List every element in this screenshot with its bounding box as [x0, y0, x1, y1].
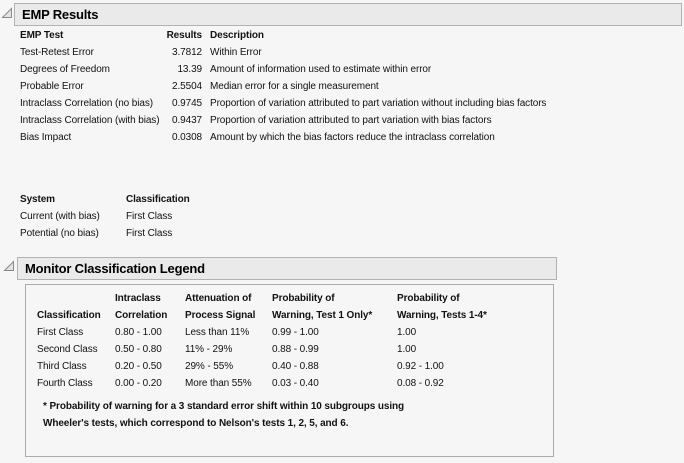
emp-test-result: 13.39 — [177, 64, 202, 75]
probability-tests14-column-header: Probability of Warning, Tests 1-4* — [397, 293, 487, 321]
attenuation-cell: More than 55% — [185, 378, 252, 389]
emp-test-result: 2.5504 — [172, 81, 202, 92]
emp-test-description: Proportion of variation attributed to part variation without including bias factors — [210, 98, 547, 109]
probability-tests14-cell: 1.00 — [397, 344, 417, 355]
emp-test-description: Amount by which the bias factors reduce the intraclass correlation — [210, 132, 495, 143]
emp-test-table — [20, 27, 546, 146]
probability-tests14-cell: 0.08 - 0.92 — [397, 378, 444, 389]
system-classification: First Class — [126, 228, 173, 239]
disclosure-triangle-icon[interactable] — [3, 260, 15, 272]
emp-test-description: Within Error — [210, 47, 262, 58]
classification-column-header: Classification — [126, 194, 190, 205]
system-name: Potential (no bias) — [20, 228, 99, 239]
probability-test1-column-header: Probability of Warning, Test 1 Only* — [272, 293, 373, 321]
probability-test1-cell: 0.88 - 0.99 — [272, 344, 319, 355]
table-row — [20, 208, 190, 225]
probability-tests14-cell: 1.00 — [397, 327, 417, 338]
emp-test-result: 3.7812 — [172, 47, 202, 58]
monitor-legend-title: Monitor Classification Legend — [25, 261, 205, 276]
emp-test-description: Proportion of variation attributed to part variation with bias factors — [210, 115, 492, 126]
table-row — [37, 341, 487, 358]
emp-test-result: 0.0308 — [172, 132, 202, 143]
classification-cell: Fourth Class — [37, 378, 93, 389]
attenuation-cell: 29% - 55% — [185, 361, 234, 372]
probability-test1-cell: 0.03 - 0.40 — [272, 378, 319, 389]
emp-test-description: Amount of information used to estimate within error — [210, 64, 432, 75]
classification-cell: First Class — [37, 327, 84, 338]
attenuation-cell: 11% - 29% — [185, 344, 233, 355]
correlation-cell: 0.80 - 1.00 — [115, 327, 162, 338]
legend-footnote — [43, 398, 513, 432]
results-column-header: Results — [166, 30, 202, 41]
emp-test-name: Bias Impact — [20, 132, 72, 143]
classification-cell: Third Class — [37, 361, 87, 372]
table-row — [37, 324, 487, 341]
table-row — [20, 78, 546, 95]
table-row — [37, 358, 487, 375]
attenuation-column-header: Attenuation of Process Signal — [185, 293, 256, 321]
legend-frame-box — [25, 284, 554, 457]
probability-test1-cell: 0.40 - 0.88 — [272, 361, 319, 372]
emp-results-header-bar[interactable] — [14, 3, 682, 26]
table-row — [20, 61, 546, 78]
system-classification-table — [20, 191, 190, 242]
probability-test1-cell: 0.99 - 1.00 — [272, 327, 319, 338]
table-row — [20, 129, 546, 146]
probability-tests14-cell: 0.92 - 1.00 — [397, 361, 444, 372]
emp-test-name: Degrees of Freedom — [20, 64, 110, 75]
emp-test-result: 0.9437 — [172, 115, 202, 126]
emp-table-header-row — [20, 27, 546, 44]
footnote-line-2: Wheeler's tests, which correspond to Nelson's tests 1, 2, 5, and 6. — [43, 418, 349, 429]
emp-test-column-header: EMP Test — [20, 30, 64, 41]
classification-column-header: Classification — [37, 310, 101, 321]
system-table-header-row — [20, 191, 190, 208]
classification-cell: Second Class — [37, 344, 98, 355]
intraclass-correlation-column-header: Intraclass Correlation — [115, 293, 168, 321]
correlation-cell: 0.50 - 0.80 — [115, 344, 162, 355]
emp-test-name: Test-Retest Error — [20, 47, 94, 58]
attenuation-cell: Less than 11% — [185, 327, 250, 338]
legend-header-row — [37, 290, 487, 324]
correlation-cell: 0.00 - 0.20 — [115, 378, 162, 389]
emp-test-name: Intraclass Correlation (no bias) — [20, 98, 153, 109]
emp-test-description: Median error for a single measurement — [210, 81, 379, 92]
table-row — [20, 225, 190, 242]
legend-table — [37, 290, 487, 392]
description-column-header: Description — [210, 30, 264, 41]
table-row — [20, 112, 546, 129]
system-column-header: System — [20, 194, 55, 205]
footnote-line-1: * Probability of warning for a 3 standard error shift within 10 subgroups using — [43, 401, 405, 412]
emp-results-title: EMP Results — [22, 7, 99, 22]
correlation-cell: 0.20 - 0.50 — [115, 361, 162, 372]
emp-test-name: Intraclass Correlation (with bias) — [20, 115, 160, 126]
monitor-legend-header-bar[interactable] — [17, 257, 557, 280]
disclosure-triangle-icon[interactable] — [1, 7, 13, 19]
table-row — [20, 44, 546, 61]
system-name: Current (with bias) — [20, 211, 100, 222]
table-row — [37, 375, 487, 392]
table-row — [20, 95, 546, 112]
emp-test-name: Probable Error — [20, 81, 84, 92]
emp-test-result: 0.9745 — [172, 98, 202, 109]
system-classification: First Class — [126, 211, 173, 222]
